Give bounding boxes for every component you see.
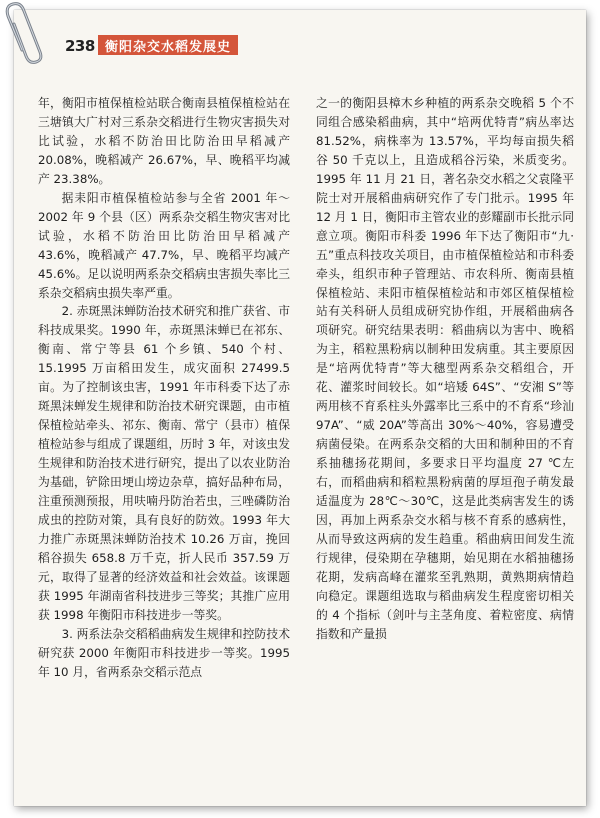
page-header (14, 10, 586, 70)
paragraph-4: 3. 两系法杂交稻稻曲病发生规律和控防技术研究获 2000 年衡阳市科技进步一等奖。1995 年 10 月，省两系杂交稻示范点 (38, 626, 290, 679)
paragraph-5: 之一的衡阳县樟木乡种植的两系杂交晚稻 5 个不同组合感染稻曲病，其中“培两优特青”病丛率达 81.52%，病株率为 13.57%，平均每亩损失稻谷 50 千克以上，且造成稻谷污染，米质变劣。1995 年 11 月 21 日，著名杂交水稻之父袁隆平院士对开展稻曲病研究作了专门批示。1995 年 12 月 1 日，衡阳市主管农业的彭耀副市长批示同意立项。衡阳市科委 1996 年下达了衡阳市“九·五”重点科技攻关项目，由市植保植检站和市科委牵头，组织市种子管理站、市农科所、衡南县植保植检站、耒阳市植保植检站和市郊区植保植检站有关科研人员组成研究协作组，开展稻曲病各项研究。研究结果表明：稻曲病以为害中、晚稻为主，稻粒黑粉病以制种田发病重。其主要原因是“培两优特青”等大穗型两系杂交稻组合，开花、灌浆时间较长。如“培矮 64S”、“安湘 S”等两用核不育系柱头外露率比三系中的不育系“珍汕 97A”、“威 20A”等高出 30%～40%，容易遭受病菌侵染。在两系杂交稻的大田和制种田的不育系抽穗扬花期间，多要求日平均温度 27 ℃左右，而稻曲病和稻粒黑粉病菌的厚垣孢子萌发最适温度为 28℃～30℃，这是此类病害发生的诱因，再加上两系杂交水稻与核不育系的感病性，从而导致这两病的发生趋重。稻曲病田间发生流行规律，侵染期在孕穗期，始见期在水稻抽穗扬花期，发病高峰在灌浆至乳熟期，黄熟期病情趋向稳定。课题组选取与稻曲病发生程度密切相关的 4 个指标（剑叶与主茎角度、着粒密度、病情指数和产量损 (316, 96, 574, 641)
paragraph-2: 据耒阳市植保植检站参与全省 2001 年～2002 年 9 个县（区）两系杂交稻生物灾害对比试验，水稻不防治田比防治田早稻减产 43.6%，晚稻减产 47.7%，早、晚稻平均减产 45.6%。足以说明两系杂交稻病虫害损失率比三系杂交稻病虫损失率严重。 (38, 190, 290, 300)
book-title: 衡阳杂交水稻发展史 (104, 39, 231, 55)
paperclip-icon (0, 0, 70, 72)
paragraph-3: 2. 赤斑黑沫蝉防治技术研究和推广获省、市科技成果奖。1990 年，赤斑黑沫蝉已在祁东、衡南、常宁等县 61 个乡镇、540 个村、15.1995 万亩稻田发生，成灾面积 27499.5 亩。为了控制该虫害，1991 年市科委下达了赤斑黑沫蝉发生规律和防治技术研究课题，由市植保植检站牵头、祁东、衡南、常宁（县市）植保植检站参与组成了课题组，历时 3 年，对该虫发生规律和防治技术进行研究，提出了以农业防治为基础，铲除田埂山塝边杂草，搞好品种布局，注重预测预报，用呋喃丹防治若虫，三唑磷防治成虫的控防对策，具有良好的防效。1993 年大力推广赤斑黑沫蝉防治技术 10.26 万亩，挽回稻谷损失 658.8 万千克，折人民币 357.59 万元，取得了显著的经济效益和社会效益。该课题获 1995 年湖南省科技进步三等奖；其推广应用获 1998 年衡阳市科技进步一等奖。 (38, 304, 290, 622)
book-title-banner (98, 35, 238, 55)
right-text-column (316, 94, 574, 644)
page-number: 238 (65, 37, 95, 55)
book-page (14, 10, 586, 806)
left-text-column (38, 94, 290, 682)
paragraph-1: 年，衡阳市植保植检站联合衡南县植保植检站在三塘镇大广村对三系杂交稻进行生物灾害损失对比试验，水稻不防治田比防治田早稻减产 20.08%，晚稻减产 26.67%，早、晚稻平均减产 23.38%。 (38, 96, 290, 186)
